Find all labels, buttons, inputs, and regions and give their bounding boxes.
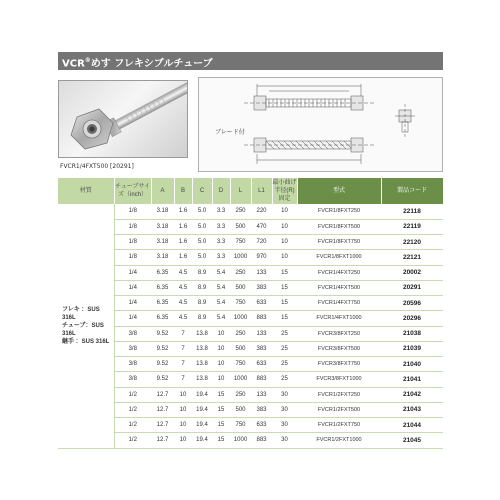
table-row bbox=[58, 341, 443, 356]
header-c: C bbox=[192, 178, 212, 204]
model-cell: FVCR3/8FXT750 bbox=[297, 357, 381, 372]
d-cell: 3.3 bbox=[212, 219, 230, 234]
l-cell: 1000 bbox=[230, 433, 251, 448]
b-cell: 10 bbox=[174, 418, 192, 433]
bend-radius-cell: 25 bbox=[272, 357, 297, 372]
l1-cell: 133 bbox=[251, 265, 272, 280]
a-cell: 3.18 bbox=[151, 235, 174, 250]
product-code-cell: 22118 bbox=[381, 204, 443, 219]
l-cell: 500 bbox=[230, 402, 251, 417]
a-cell: 12.7 bbox=[151, 387, 174, 402]
model-cell: FVCR1/2FXT750 bbox=[297, 418, 381, 433]
bend-radius-cell: 10 bbox=[272, 219, 297, 234]
c-cell: 8.9 bbox=[192, 296, 212, 311]
model-cell: FVCR1/4FXT500 bbox=[297, 280, 381, 295]
bend-radius-cell: 30 bbox=[272, 418, 297, 433]
registered-mark: ® bbox=[84, 57, 91, 64]
bend-radius-cell: 15 bbox=[272, 280, 297, 295]
tube-size-cell: 1/8 bbox=[114, 219, 151, 234]
model-cell: FVCR1/2FXT1000 bbox=[297, 433, 381, 448]
model-cell: FVCR1/8FXT1000 bbox=[297, 250, 381, 265]
d-cell: 10 bbox=[212, 357, 230, 372]
l-cell: 250 bbox=[230, 387, 251, 402]
d-cell: 5.4 bbox=[212, 296, 230, 311]
a-cell: 9.52 bbox=[151, 326, 174, 341]
tube-size-cell: 3/8 bbox=[114, 341, 151, 356]
l1-cell: 133 bbox=[251, 387, 272, 402]
model-cell: FVCR1/8FXT750 bbox=[297, 235, 381, 250]
c-cell: 13.8 bbox=[192, 357, 212, 372]
l-cell: 750 bbox=[230, 418, 251, 433]
braid-label: ブレード付 bbox=[215, 129, 245, 136]
b-cell: 7 bbox=[174, 326, 192, 341]
product-code-cell: 21042 bbox=[381, 387, 443, 402]
spec-table bbox=[58, 178, 444, 449]
bend-radius-cell: 15 bbox=[272, 296, 297, 311]
l1-cell: 720 bbox=[251, 235, 272, 250]
model-cell: FVCR1/8FXT500 bbox=[297, 219, 381, 234]
b-cell: 1.6 bbox=[174, 250, 192, 265]
l-cell: 250 bbox=[230, 326, 251, 341]
header-model: 型式 bbox=[297, 178, 381, 204]
l1-cell: 883 bbox=[251, 433, 272, 448]
l1-cell: 970 bbox=[251, 250, 272, 265]
product-code-cell: 21039 bbox=[381, 341, 443, 356]
header-min-bend-radius: 最小曲げ半径(R)固定 bbox=[272, 180, 297, 202]
bend-radius-cell: 25 bbox=[272, 372, 297, 387]
bend-radius-cell: 15 bbox=[272, 265, 297, 280]
product-code-cell: 21040 bbox=[381, 357, 443, 372]
table-row bbox=[58, 311, 443, 326]
table-body bbox=[58, 204, 443, 448]
product-code-cell: 20596 bbox=[381, 296, 443, 311]
table-row bbox=[58, 418, 443, 433]
title-post: めす フレキシブルチューブ bbox=[90, 58, 213, 70]
model-cell: FVCR3/8FXT250 bbox=[297, 326, 381, 341]
l1-cell: 133 bbox=[251, 326, 272, 341]
l-cell: 1000 bbox=[230, 372, 251, 387]
tube-size-cell: 1/4 bbox=[114, 296, 151, 311]
d-cell: 3.3 bbox=[212, 250, 230, 265]
d-cell: 15 bbox=[212, 402, 230, 417]
bend-radius-cell: 25 bbox=[272, 341, 297, 356]
table-row bbox=[58, 280, 443, 295]
a-cell: 3.18 bbox=[151, 250, 174, 265]
d-cell: 15 bbox=[212, 387, 230, 402]
l-cell: 750 bbox=[230, 357, 251, 372]
product-code-cell: 21041 bbox=[381, 372, 443, 387]
table-row bbox=[58, 265, 443, 280]
l1-cell: 383 bbox=[251, 402, 272, 417]
flexible-tube-photo bbox=[59, 81, 188, 158]
b-cell: 4.5 bbox=[174, 265, 192, 280]
bend-radius-cell: 15 bbox=[272, 311, 297, 326]
tube-size-cell: 1/4 bbox=[114, 311, 151, 326]
product-code-cell: 20002 bbox=[381, 265, 443, 280]
c-cell: 19.4 bbox=[192, 418, 212, 433]
model-cell: FVCR1/8FXT250 bbox=[297, 204, 381, 219]
model-cell: FVCR1/2FXT250 bbox=[297, 387, 381, 402]
c-cell: 5.0 bbox=[192, 219, 212, 234]
c-cell: 5.0 bbox=[192, 204, 212, 219]
l1-cell: 633 bbox=[251, 357, 272, 372]
d-cell: 15 bbox=[212, 433, 230, 448]
tube-dimension-diagram bbox=[199, 78, 443, 172]
bend-radius-cell: 10 bbox=[272, 204, 297, 219]
table-row bbox=[58, 296, 443, 311]
c-cell: 19.4 bbox=[192, 387, 212, 402]
tube-size-cell: 1/4 bbox=[114, 265, 151, 280]
tube-size-cell: 1/8 bbox=[114, 250, 151, 265]
a-cell: 12.7 bbox=[151, 418, 174, 433]
b-cell: 7 bbox=[174, 341, 192, 356]
a-cell: 9.52 bbox=[151, 357, 174, 372]
header-a: A bbox=[151, 178, 174, 204]
product-code-cell: 21038 bbox=[381, 326, 443, 341]
model-cell: FVCR1/2FXT500 bbox=[297, 402, 381, 417]
d-cell: 15 bbox=[212, 418, 230, 433]
l-cell: 750 bbox=[230, 235, 251, 250]
header-d: D bbox=[212, 178, 230, 204]
c-cell: 5.0 bbox=[192, 250, 212, 265]
l-cell: 750 bbox=[230, 296, 251, 311]
l1-cell: 633 bbox=[251, 418, 272, 433]
table-row bbox=[58, 357, 443, 372]
table-row bbox=[58, 250, 443, 265]
b-cell: 10 bbox=[174, 387, 192, 402]
tube-size-cell: 3/8 bbox=[114, 326, 151, 341]
bend-radius-cell: 10 bbox=[272, 250, 297, 265]
product-code-cell: 21044 bbox=[381, 418, 443, 433]
table-row bbox=[58, 402, 443, 417]
a-cell: 6.35 bbox=[151, 265, 174, 280]
product-code-cell: 22121 bbox=[381, 250, 443, 265]
table-row bbox=[58, 372, 443, 387]
b-cell: 10 bbox=[174, 402, 192, 417]
l-cell: 500 bbox=[230, 219, 251, 234]
header-l1: L1 bbox=[251, 178, 272, 204]
page-title bbox=[58, 52, 443, 70]
tube-size-cell: 1/4 bbox=[114, 280, 151, 295]
c-cell: 19.4 bbox=[192, 402, 212, 417]
l1-cell: 470 bbox=[251, 219, 272, 234]
bend-radius-cell: 30 bbox=[272, 387, 297, 402]
tube-size-cell: 3/8 bbox=[114, 357, 151, 372]
c-cell: 19.4 bbox=[192, 433, 212, 448]
header-material: 材質 bbox=[58, 178, 114, 204]
model-cell: FVCR1/4FXT250 bbox=[297, 265, 381, 280]
b-cell: 4.5 bbox=[174, 280, 192, 295]
c-cell: 8.9 bbox=[192, 280, 212, 295]
bend-radius-cell: 25 bbox=[272, 326, 297, 341]
tube-size-cell: 1/2 bbox=[114, 433, 151, 448]
tube-size-cell: 3/8 bbox=[114, 372, 151, 387]
c-cell: 5.0 bbox=[192, 235, 212, 250]
d-cell: 5.4 bbox=[212, 265, 230, 280]
l-cell: 1000 bbox=[230, 311, 251, 326]
product-code-cell: 21045 bbox=[381, 433, 443, 448]
c-cell: 13.8 bbox=[192, 341, 212, 356]
l1-cell: 883 bbox=[251, 372, 272, 387]
d-cell: 3.3 bbox=[212, 204, 230, 219]
title-pre: VCR bbox=[62, 58, 85, 70]
product-code-cell: 21043 bbox=[381, 402, 443, 417]
l1-cell: 633 bbox=[251, 296, 272, 311]
b-cell: 10 bbox=[174, 433, 192, 448]
b-cell: 4.5 bbox=[174, 311, 192, 326]
d-cell: 10 bbox=[212, 372, 230, 387]
a-cell: 9.52 bbox=[151, 341, 174, 356]
a-cell: 3.18 bbox=[151, 204, 174, 219]
l-cell: 250 bbox=[230, 204, 251, 219]
header-product-code: 製品コード bbox=[381, 178, 443, 204]
l-cell: 250 bbox=[230, 265, 251, 280]
b-cell: 1.6 bbox=[174, 219, 192, 234]
material-line: チューブ：SUS 316L bbox=[62, 322, 104, 337]
a-cell: 6.35 bbox=[151, 311, 174, 326]
header-tube-size: チューブサイズ（inch） bbox=[114, 178, 151, 204]
a-cell: 9.52 bbox=[151, 372, 174, 387]
table-row bbox=[58, 326, 443, 341]
c-cell: 13.8 bbox=[192, 326, 212, 341]
model-cell: FVCR3/8FXT1000 bbox=[297, 372, 381, 387]
c-cell: 8.9 bbox=[192, 311, 212, 326]
dimension-drawing bbox=[198, 77, 443, 172]
b-cell: 7 bbox=[174, 357, 192, 372]
product-code-cell: 22120 bbox=[381, 235, 443, 250]
header-l: L bbox=[230, 178, 251, 204]
model-cell: FVCR3/8FXT500 bbox=[297, 341, 381, 356]
a-cell: 6.35 bbox=[151, 296, 174, 311]
bend-radius-cell: 10 bbox=[272, 235, 297, 250]
model-cell: FVCR1/4FXT1000 bbox=[297, 311, 381, 326]
table-row bbox=[58, 433, 443, 448]
a-cell: 3.18 bbox=[151, 219, 174, 234]
c-cell: 8.9 bbox=[192, 265, 212, 280]
material-line: フレキ ：SUS 316L bbox=[62, 306, 100, 321]
a-cell: 12.7 bbox=[151, 433, 174, 448]
bend-radius-cell: 30 bbox=[272, 402, 297, 417]
tube-size-cell: 1/2 bbox=[114, 402, 151, 417]
table-header-row bbox=[58, 178, 443, 204]
d-cell: 5.4 bbox=[212, 311, 230, 326]
tube-size-cell: 1/8 bbox=[114, 235, 151, 250]
product-photo bbox=[58, 80, 188, 158]
a-cell: 6.35 bbox=[151, 280, 174, 295]
tube-size-cell: 1/2 bbox=[114, 387, 151, 402]
l1-cell: 383 bbox=[251, 280, 272, 295]
l-cell: 500 bbox=[230, 341, 251, 356]
material-cell bbox=[58, 204, 114, 448]
a-cell: 12.7 bbox=[151, 402, 174, 417]
model-cell: FVCR1/4FXT750 bbox=[297, 296, 381, 311]
l1-cell: 220 bbox=[251, 204, 272, 219]
d-cell: 10 bbox=[212, 326, 230, 341]
tube-size-cell: 1/2 bbox=[114, 418, 151, 433]
table-row bbox=[58, 219, 443, 234]
product-code-cell: 20296 bbox=[381, 311, 443, 326]
bend-radius-cell: 30 bbox=[272, 433, 297, 448]
l1-cell: 383 bbox=[251, 341, 272, 356]
product-code-cell: 22119 bbox=[381, 219, 443, 234]
table-row bbox=[58, 387, 443, 402]
header-b: B bbox=[174, 178, 192, 204]
d-cell: 10 bbox=[212, 341, 230, 356]
d-cell: 5.4 bbox=[212, 280, 230, 295]
material-line: 継手 ：SUS 316L bbox=[62, 338, 110, 345]
table-row bbox=[58, 235, 443, 250]
b-cell: 4.5 bbox=[174, 296, 192, 311]
d-cell: 3.3 bbox=[212, 235, 230, 250]
b-cell: 7 bbox=[174, 372, 192, 387]
tube-size-cell: 1/8 bbox=[114, 204, 151, 219]
b-cell: 1.6 bbox=[174, 204, 192, 219]
l-cell: 1000 bbox=[230, 250, 251, 265]
photo-caption: FVCR1/4FXT500 [20291] bbox=[60, 163, 134, 170]
product-code-cell: 20291 bbox=[381, 280, 443, 295]
c-cell: 13.8 bbox=[192, 372, 212, 387]
table-row bbox=[58, 204, 443, 219]
l-cell: 500 bbox=[230, 280, 251, 295]
b-cell: 1.6 bbox=[174, 235, 192, 250]
l1-cell: 883 bbox=[251, 311, 272, 326]
